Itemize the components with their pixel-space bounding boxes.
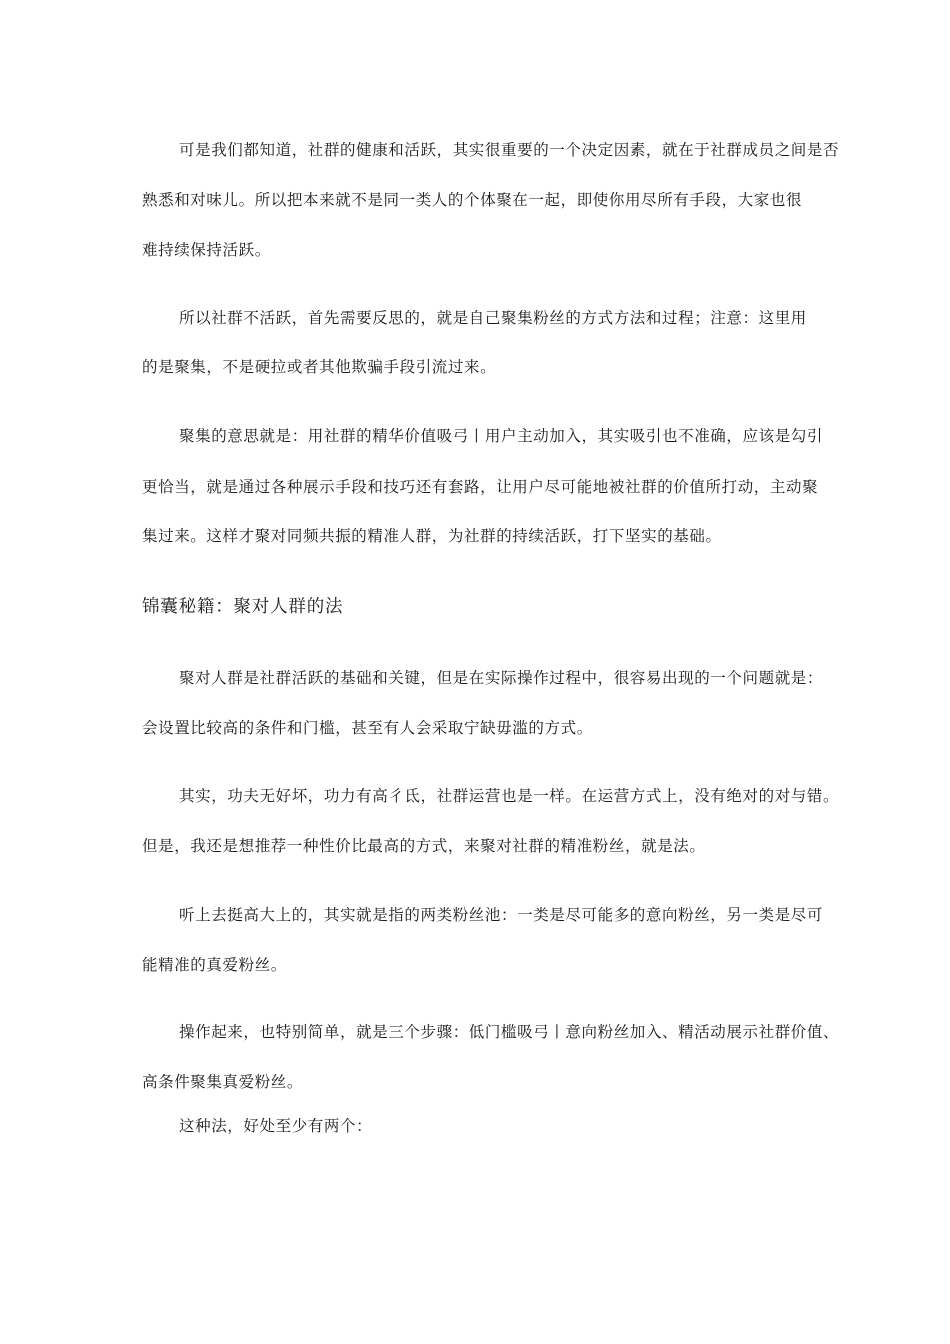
paragraph-3-line-2: 更恰当，就是通过各种展示手段和技巧还有套路，让用户尽可能地被社群的价值所打动，主动聚	[142, 478, 819, 496]
paragraph-1-line-3: 难持续保持活跃。	[142, 241, 271, 259]
paragraph-8-line-1: 这种法，好处至少有两个：	[179, 1117, 373, 1135]
paragraph-2-line-2: 的是聚集，不是硬拉或者其他欺骗手段引流过来。	[142, 358, 497, 376]
paragraph-1-line-2: 熟悉和对味儿。所以把本来就不是同一类人的个体聚在一起，即使你用尽所有手段，大家也很	[142, 191, 803, 209]
paragraph-3-line-1: 聚集的意思就是：用社群的精华价值吸弓丨用户主动加入，其实吸引也不准确，应该是勾引	[179, 427, 824, 445]
paragraph-6-line-2: 能精准的真爱粉丝。	[142, 956, 287, 974]
paragraph-7-line-2: 高条件聚集真爱粉丝。	[142, 1073, 304, 1091]
paragraph-3-line-3: 集过来。这样才聚对同频共振的精准人群，为社群的持续活跃，打下坚实的基础。	[142, 527, 722, 545]
paragraph-1-line-1: 可是我们都知道，社群的健康和活跃，其实很重要的一个决定因素，就在于社群成员之间是否	[179, 141, 840, 159]
paragraph-4-line-1: 聚对人群是社群活跃的基础和关键，但是在实际操作过程中，很容易出现的一个问题就是：	[179, 669, 824, 687]
paragraph-6-line-1: 听上去挺高大上的，其实就是指的两类粉丝池：一类是尽可能多的意向粉丝，另一类是尽可	[179, 906, 824, 924]
paragraph-4-line-2: 会设置比较高的条件和门槛，甚至有人会采取宁缺毋滥的方式。	[142, 719, 593, 737]
paragraph-2-line-1: 所以社群不活跃，首先需要反思的，就是自己聚集粉丝的方式方法和过程；注意：这里用	[179, 309, 807, 327]
paragraph-5-line-1: 其实，功夫无好坏，功力有高彳氐，社群运营也是一样。在运营方式上，没有绝对的对与错。	[179, 787, 840, 805]
paragraph-5-line-2: 但是，我还是想推荐一种性价比最高的方式，来聚对社群的精准粉丝，就是法。	[142, 837, 706, 855]
paragraph-7-line-1: 操作起来，也特别简单，就是三个步骤：低门槛吸弓丨意向粉丝加入、精活动展示社群价值、	[179, 1023, 840, 1041]
section-heading: 锦囊秘籍：聚对人群的法	[142, 597, 344, 617]
